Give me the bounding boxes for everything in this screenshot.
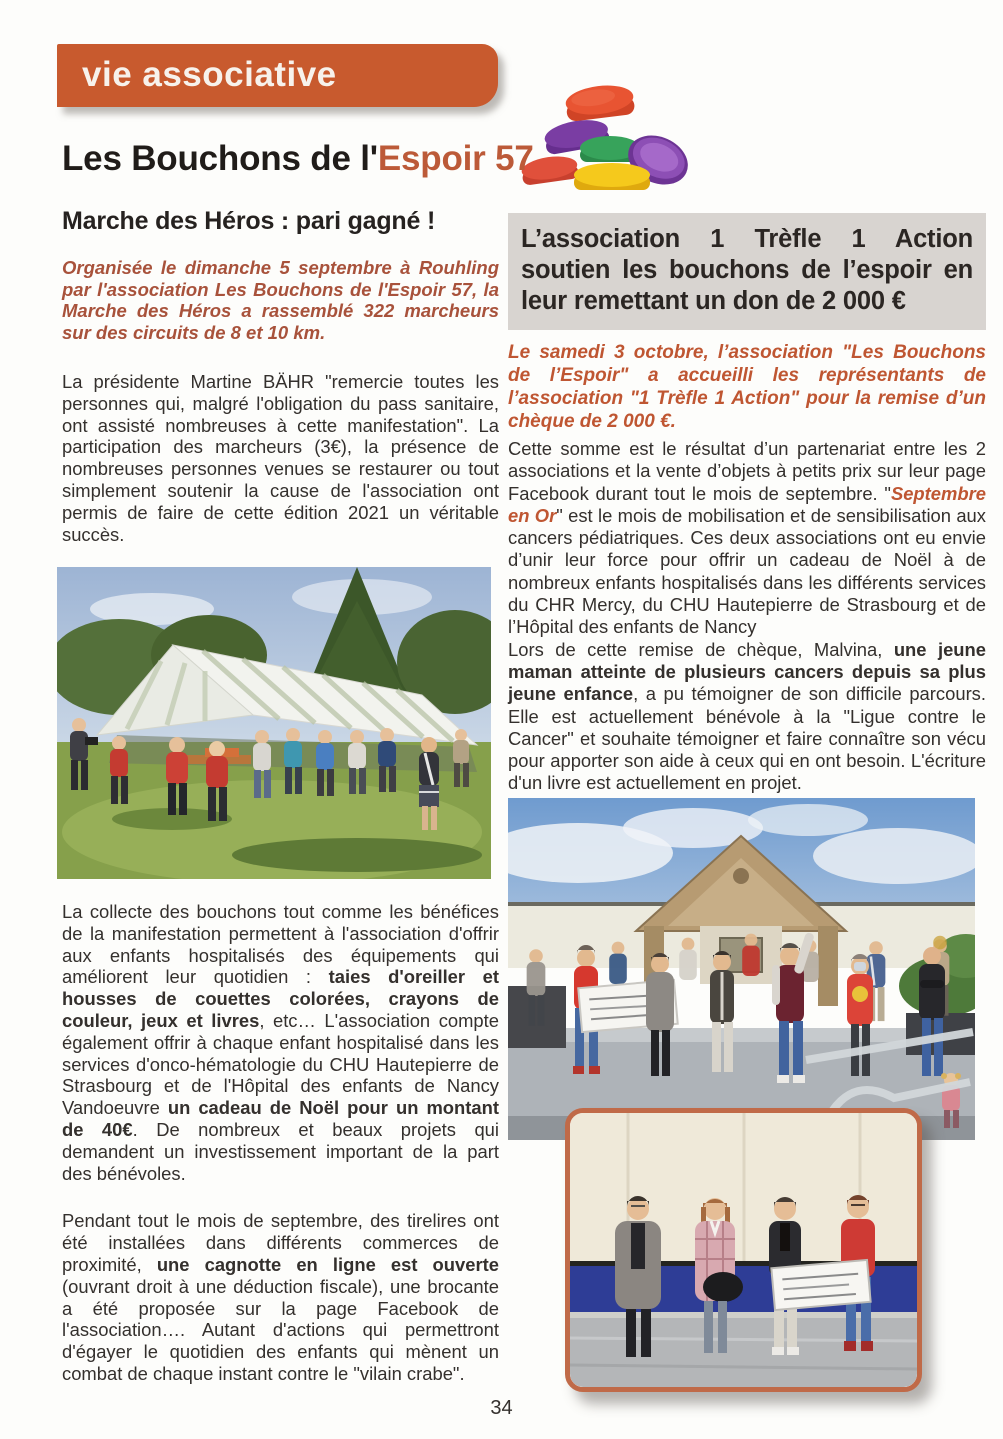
text-segment-bold: une jeune maman atteinte de plusieurs cancers depuis sa plus jeune enfance	[508, 638, 986, 705]
left-paragraph-1: La présidente Martine BÄHR "remercie toutes les personnes qui, malgré l'obligation du pass sanitaire, ont assisté nombreuses à cette manifestation". La participation des marcheurs (3€), la présence de nombreuses personnes venues se restaurer ou tout simplement soutenir la cause de l'association ont permis de faire de cette édition 2021 un véritable succès.	[62, 371, 499, 545]
left-paragraph-3	[62, 1210, 499, 1384]
section-banner-label: vie associative	[82, 55, 337, 94]
text-segment: Pendant tout le mois de septembre, des tirelires ont été installées dans différents commerces de proximité,	[62, 1210, 499, 1275]
text-segment: Lors de cette remise de chèque, Malvina,	[508, 638, 894, 660]
text-segment: . De nombreux et beaux projets qui demandent un investissement important de la part des bénévoles.	[62, 1118, 499, 1184]
text-segment: , a pu témoigner de son difficile parcours. Elle est actuellement bénévole à la "Ligue contre le Cancer" et souhaite témoigner et faire connaître son vécu pour apporter son aide à ceux qui en ont besoin. L'écriture d'un livre est actuellement en projet.	[508, 683, 986, 794]
right-body-text	[508, 438, 986, 795]
left-paragraph-2	[62, 901, 499, 1184]
text-segment: (ouvrant droit à une déduction fiscale), une brocante a été proposée sur la page Facebook de l'association…. Autant d'actions qui permettront d'égayer le quotidien des enfants qui mènent un combat de chaque instant contre le "vilain crabe".	[62, 1275, 499, 1384]
right-heading-panel	[508, 213, 986, 330]
text-segment-bold: une cagnotte en ligne est ouverte	[156, 1253, 499, 1275]
right-paragraph-1	[508, 438, 986, 639]
left-article-heading: Marche des Héros : pari gagné !	[62, 207, 436, 235]
text-segment: " est le mois de mobilisation et de sensibilisation aux cancers pédiatriques. Ces deux associations ont eu envie d’unir leur force pour offrir un cadeau de Noël à de nombreux enfants hospitalisés dans les différents services du CHR Mercy, du CHU Hautepierre de Strasbourg et de l’Hôpital des enfants de Nancy	[508, 504, 986, 638]
text-segment: , etc… L'association compte également offrir à chaque enfant hospitalisé dans les services d'onco-hématologie du CHU Hautepierre de Strasbourg et de l'Hôpital des enfants de Nancy Vandoeuvre	[62, 1009, 500, 1119]
check-presentation-photo	[508, 798, 975, 1140]
right-paragraph-2	[508, 639, 986, 795]
left-intro-paragraph: Organisée le dimanche 5 septembre à Rouhling par l'association Les Bouchons de l'Espoir 57, la Marche des Héros a rassemblé 322 marcheurs sur des circuits de 8 et 10 km.	[62, 257, 499, 343]
text-segment: Cette somme est le résultat d’un partenariat entre les 2 associations et la vente d’objets à petits prix sur leur page Facebook durant tout le mois de septembre. "	[508, 438, 986, 504]
page-number: 34	[490, 1397, 513, 1419]
left-lower-text	[62, 901, 499, 1385]
text-segment-bold: un cadeau de Noël pour un montant de 40€	[62, 1097, 499, 1140]
indoor-check-photo	[570, 1113, 917, 1387]
article-title	[62, 139, 534, 179]
text-segment-accent: Septembre en Or	[508, 482, 986, 526]
right-box-heading: L’association 1 Trèfle 1 Action soutien les bouchons de l’espoir en leur remettant un don de 2 000 €	[521, 225, 973, 315]
section-banner	[57, 44, 498, 107]
bottle-caps-image	[520, 72, 690, 200]
right-lead-paragraph: Le samedi 3 octobre, l’association "Les Bouchons de l’Espoir" a accueilli les représentants de l’association "1 Trèfle 1 Action" pour la remise d’un chèque de 2 000 €.	[508, 342, 986, 432]
indoor-check-photo-frame	[565, 1108, 922, 1392]
left-column	[62, 207, 499, 1387]
text-segment-bold: taies d'oreiller et housses de couettes colorées, crayons de couleur, jeux et livres	[62, 966, 499, 1031]
article-title-accent: Espoir 57	[377, 139, 534, 178]
right-column	[508, 213, 986, 1439]
marche-event-photo	[57, 567, 491, 879]
text-segment: La collecte des bouchons tout comme les bénéfices de la manifestation permettent à l'association d'offrir aux enfants hospitalisés des équipements qui améliorent leur quotidien :	[62, 901, 499, 988]
article-title-main: Les Bouchons de l'	[62, 139, 378, 178]
